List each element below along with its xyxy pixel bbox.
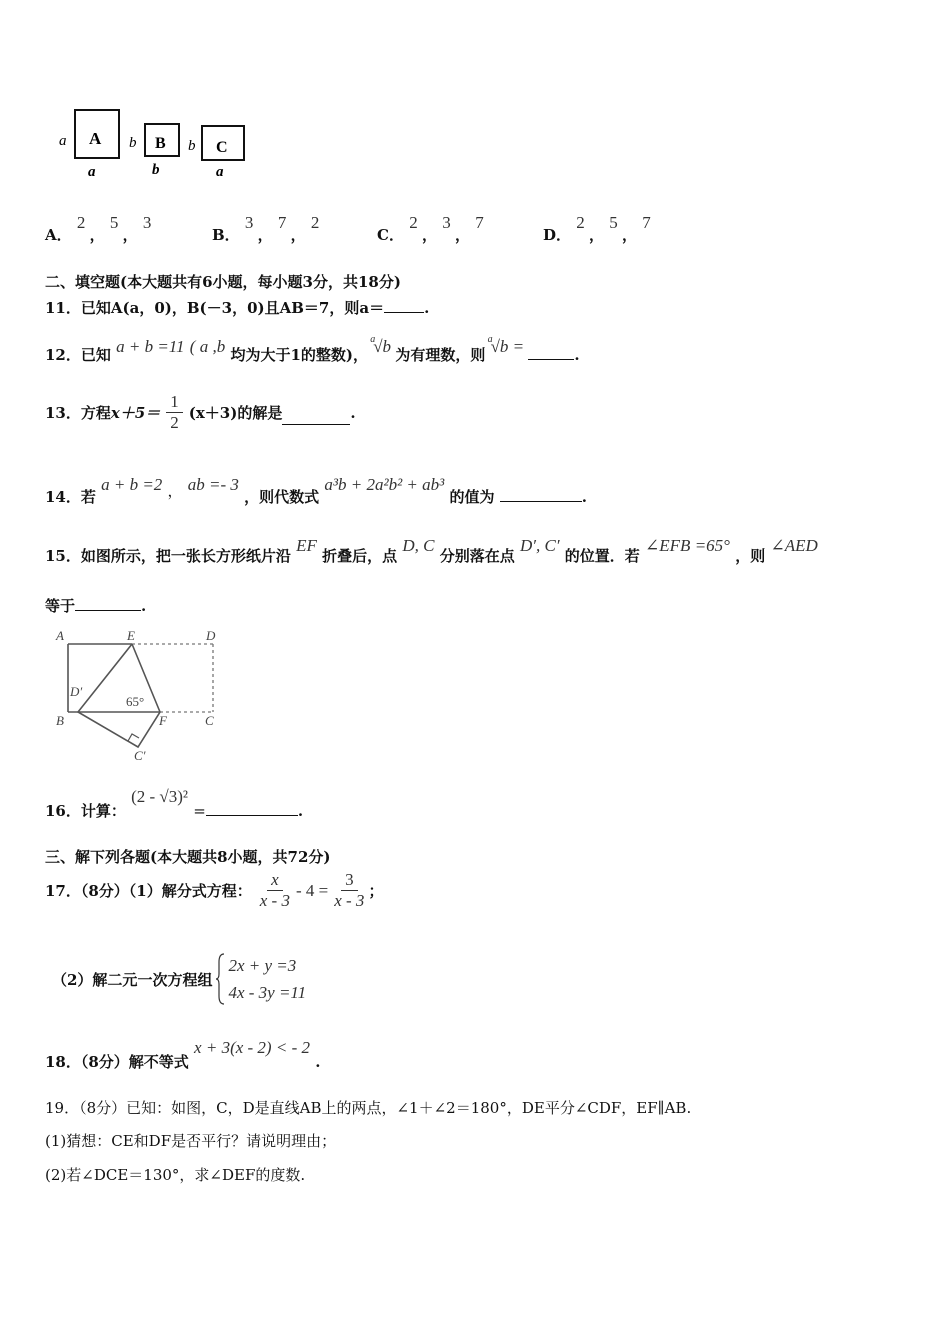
q15-aed: ∠AED xyxy=(770,536,818,555)
q15-angle: ∠EFB =65° xyxy=(645,536,730,555)
option-c-sep-1: ， xyxy=(421,226,437,244)
question-15 xyxy=(45,535,818,565)
fold-flap xyxy=(78,644,160,747)
q13-pre: 13．方程 xyxy=(45,404,111,422)
q12-root2: √b = xyxy=(490,337,525,356)
q17-f1-num: x xyxy=(267,870,283,891)
q15-line2: 等于 xyxy=(45,597,76,615)
q16-expr: (2 - √3)² xyxy=(131,787,189,806)
fold-label-d: D xyxy=(206,628,216,643)
option-d xyxy=(543,213,651,245)
q15-end: . xyxy=(141,597,147,615)
q15-ef: EF xyxy=(296,536,317,555)
q17-minus4: - 4 = xyxy=(295,880,329,900)
q14-eq2: ab =- 3 xyxy=(187,475,239,494)
q16-end: . xyxy=(297,802,304,820)
question-19-line3: (2)若∠DCE＝130°，求∠DEF的度数. xyxy=(45,1166,306,1184)
q12-paren: ( a ,b xyxy=(189,337,226,356)
box-a-label: A xyxy=(89,129,102,148)
q14-pre: 14．若 xyxy=(45,488,96,506)
question-11: 11．已知A(a，0)，B(－3，0)且AB＝7，则a＝ . xyxy=(45,299,430,317)
option-b-val-3: 2 xyxy=(310,213,320,232)
option-d-val-3: 7 xyxy=(642,213,651,232)
q17-f2-num: 3 xyxy=(341,870,358,891)
question-16 xyxy=(45,786,304,820)
option-a-letter: A． xyxy=(45,226,72,244)
q15-dc2: D′, C′ xyxy=(520,536,560,555)
q15-dc: D, C xyxy=(402,536,435,555)
q13-post: (x＋3)的解是 xyxy=(188,404,283,422)
option-a-val-2: 5 xyxy=(109,213,119,232)
q18-pre: 18．（8分）解不等式 xyxy=(45,1053,189,1071)
box-c-label: C xyxy=(216,139,228,156)
q12-root-index-2: a xyxy=(487,334,493,345)
q12-mid: 均为大于1的整数)， xyxy=(230,346,368,364)
q12-root-index: a xyxy=(370,334,376,345)
q15-mid2: 分别落在点 xyxy=(439,547,515,565)
option-b-val-1: 3 xyxy=(244,213,254,232)
q11-text: 11．已知A(a，0)，B(－3，0)且AB＝7，则a＝ xyxy=(45,299,385,317)
fold-label-a: A xyxy=(56,628,64,643)
option-b-val-2: 7 xyxy=(277,213,287,232)
option-b xyxy=(212,213,320,245)
fold-label-d2: D′ xyxy=(70,684,83,699)
q17-f2-den: x - 3 xyxy=(334,891,365,910)
q14-end: . xyxy=(581,488,587,506)
q15-mid1: 折叠后，点 xyxy=(322,547,398,565)
option-c-val-3: 7 xyxy=(475,213,484,232)
q14-mid: ，则代数式 xyxy=(244,488,320,506)
question-17 xyxy=(45,870,383,911)
q13-den: 2 xyxy=(170,413,179,432)
fig-label-b2: b xyxy=(188,138,196,154)
q15-mid4: ，则 xyxy=(735,547,766,565)
option-a xyxy=(45,213,152,245)
option-a-sep-2: ， xyxy=(122,226,138,244)
question-15-line2 xyxy=(45,595,146,616)
option-d-letter: D． xyxy=(543,226,572,244)
fold-label-f: F xyxy=(159,713,167,728)
option-b-sep-1: ， xyxy=(257,226,273,244)
fold-label-b: B xyxy=(56,713,64,728)
q12-eq: a + b =11 xyxy=(116,337,185,356)
fold-right-angle xyxy=(128,734,139,741)
q17-f1-den: x - 3 xyxy=(259,891,290,910)
option-a-val-1: 2 xyxy=(76,213,86,232)
option-c-letter: C． xyxy=(377,226,404,244)
option-c-val-1: 2 xyxy=(409,213,418,232)
fold-label-angle: 65° xyxy=(126,694,145,709)
fold-label-e: E xyxy=(127,628,135,643)
section3-title: 三、解下列各题(本大题共8小题，共72分) xyxy=(45,848,331,866)
option-a-sep-1: ， xyxy=(89,226,105,244)
option-d-sep-2: ， xyxy=(622,226,638,244)
fold-label-c: C xyxy=(205,713,214,728)
figure-abc xyxy=(55,100,255,182)
question-14 xyxy=(45,474,587,506)
fold-figure xyxy=(48,626,233,766)
option-d-val-1: 2 xyxy=(576,213,585,232)
section2-title: 二、填空题(本大题共有6小题，每小题3分，共18分) xyxy=(45,273,401,291)
fold-label-c2: C′ xyxy=(134,748,146,763)
option-d-val-2: 5 xyxy=(609,213,618,232)
q14-eq1: a + b =2 xyxy=(101,475,163,494)
q14-expr: a³b + 2a²b² + ab³ xyxy=(324,475,445,494)
option-c xyxy=(377,213,484,245)
option-b-sep-2: ， xyxy=(290,226,306,244)
q17-end: ； xyxy=(368,882,384,900)
q12-root1: √b xyxy=(373,337,392,356)
q17-part2: （2）解二元一次方程组 xyxy=(52,970,213,989)
q17-sys1: 2x + y =3 xyxy=(228,956,297,975)
question-17-part2 xyxy=(52,952,306,1006)
option-b-letter: B． xyxy=(212,226,240,244)
q13-end: . xyxy=(350,403,356,422)
q17-sys2: 4x - 3y =11 xyxy=(228,983,307,1002)
option-c-sep-2: ， xyxy=(454,226,470,244)
box-b-label: B xyxy=(155,135,166,152)
brace-icon xyxy=(216,952,226,1006)
q14-post: 的值为 xyxy=(449,488,495,506)
q13-eq: x＋5＝ xyxy=(110,404,161,422)
question-12 xyxy=(45,334,580,364)
q12-end: . xyxy=(574,346,580,364)
q15-mid3: 的位置．若 xyxy=(564,547,640,565)
fig-label-a: a xyxy=(59,133,67,149)
option-c-val-2: 3 xyxy=(442,213,451,232)
fig-under-b: b xyxy=(152,162,160,178)
fig-label-b: b xyxy=(129,135,137,151)
question-19-line2: (1)猜想：CE和DF是否平行？请说明理由； xyxy=(45,1132,337,1150)
q15-pre: 15．如图所示，把一张长方形纸片沿 xyxy=(45,547,291,565)
q14-sep: ， xyxy=(167,482,183,500)
q12-pre: 12．已知 xyxy=(45,346,111,364)
q16-eq: = xyxy=(193,802,206,820)
question-19-line1: 19．（8分）已知：如图，C，D是直线AB上的两点，∠1＋∠2＝180°，DE平分∠CDF，EF∥AB. xyxy=(45,1099,692,1117)
question-18 xyxy=(45,1037,321,1071)
q18-ineq: x + 3(x - 2) < - 2 xyxy=(194,1038,310,1057)
fig-under-a: a xyxy=(88,164,96,180)
option-a-val-3: 3 xyxy=(142,213,152,232)
q18-end: . xyxy=(315,1053,321,1071)
q17-pre: 17．（8分）（1）解分式方程： xyxy=(45,882,252,900)
option-d-sep-1: ， xyxy=(589,226,605,244)
q13-num: 1 xyxy=(166,392,183,413)
q12-mid2: 为有理数，则 xyxy=(395,346,486,364)
fig-under-c: a xyxy=(216,164,224,180)
question-13 xyxy=(45,392,356,433)
q16-pre: 16．计算： xyxy=(45,802,126,820)
